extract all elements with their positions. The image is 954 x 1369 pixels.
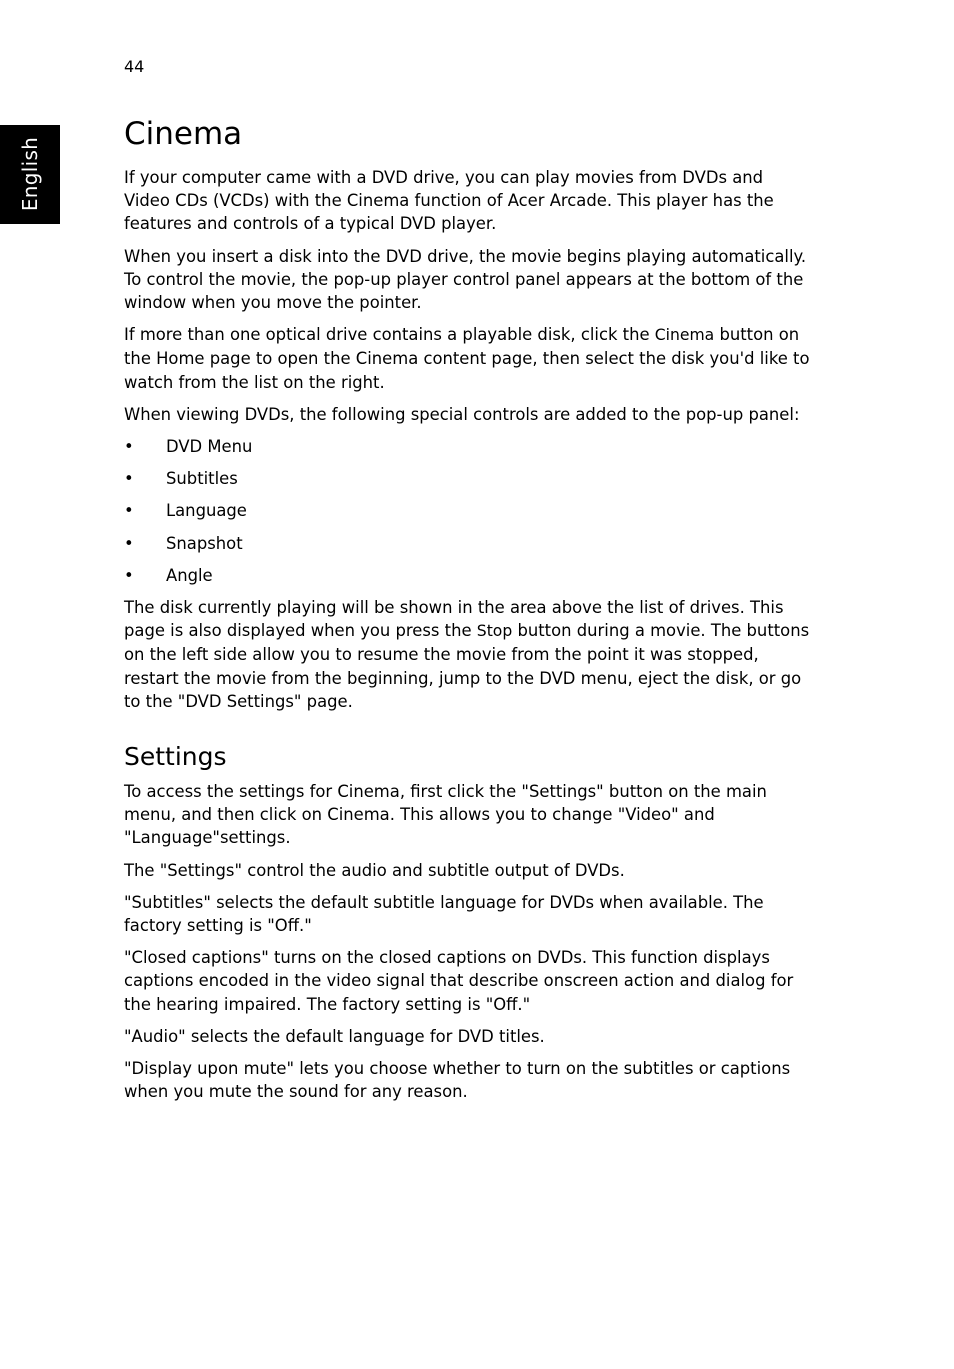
side-tab-label: English xyxy=(18,136,42,212)
section-title-cinema: Cinema xyxy=(124,116,243,152)
bullet-icon: • xyxy=(124,501,134,521)
language-side-tab xyxy=(0,125,60,224)
settings-paragraph-6: "Display upon mute" lets you choose whether to turn on the subtitles or captions when you mute the sound for any reason. xyxy=(124,1059,791,1102)
cinema-paragraph-5 xyxy=(124,596,812,713)
settings-paragraph-3: "Subtitles" selects the default subtitle language for DVDs when available. The factory setting is "Off." xyxy=(124,892,764,936)
bullet-icon: • xyxy=(124,533,134,553)
page-number: 44 xyxy=(124,57,145,76)
paragraph-text: If more than one optical drive contains a playable disk, click the xyxy=(124,325,655,345)
list-item xyxy=(124,435,812,458)
cinema-paragraph-1: If your computer came with a DVD drive, you can play movies from DVDs and Video CDs (VCDs) with the Cinema function of Acer Arcade. This player has the features and controls of a typical DVD player. xyxy=(124,168,774,234)
list-item xyxy=(124,564,812,587)
bullet-icon: • xyxy=(124,469,134,489)
list-item-label: Snapshot xyxy=(166,533,243,553)
bullet-icon: • xyxy=(124,437,134,457)
cinema-paragraph-4: When viewing DVDs, the following special controls are added to the pop-up panel: xyxy=(124,404,800,424)
ui-term-stop: Stop xyxy=(476,622,513,641)
paragraph-text: button during a movie. The buttons on the left side allow you to resume the movie from the point it was stopped, restart the movie from the beginning, jump to the DVD menu, eject the disk, or go to the "DVD Settings" page. xyxy=(124,621,810,711)
cinema-paragraph-2: When you insert a disk into the DVD drive, the movie begins playing automatically. To control the movie, the pop-up player control panel appears at the bottom of the window when you move the pointer. xyxy=(124,246,807,313)
paragraph-text: The disk currently playing will be shown in the area above the list of drives. This page is also displayed when you press the xyxy=(124,598,784,641)
list-item xyxy=(124,467,812,490)
list-item xyxy=(124,532,812,555)
settings-paragraph-4: "Closed captions" turns on the closed captions on DVDs. This function displays captions encoded in the video signal that describe onscreen action and dialog for the hearing impaired. The factory setting is "Off." xyxy=(124,948,794,1014)
ui-term-cinema: Cinema xyxy=(654,326,715,345)
list-item xyxy=(124,499,812,522)
page-content xyxy=(124,114,812,1113)
list-item-label: DVD Menu xyxy=(166,437,253,457)
section-title-settings: Settings xyxy=(124,742,227,772)
bullet-icon: • xyxy=(124,565,134,585)
settings-paragraph-5: "Audio" selects the default language for DVD titles. xyxy=(124,1026,545,1046)
list-item-label: Angle xyxy=(166,565,213,585)
list-item-label: Language xyxy=(166,501,247,521)
settings-paragraph-1: To access the settings for Cinema, first click the "Settings" button on the main menu, and then click on Cinema. This allows you to change "Video" and "Language"settings. xyxy=(124,782,767,848)
special-controls-list xyxy=(124,435,812,587)
paragraph-text: button on the Home page to open the Cinema content page, then select the disk you'd like to watch from the list on the right. xyxy=(124,325,810,392)
cinema-paragraph-3 xyxy=(124,323,812,394)
list-item-label: Subtitles xyxy=(166,469,238,489)
settings-paragraph-2: The "Settings" control the audio and subtitle output of DVDs. xyxy=(124,860,625,880)
